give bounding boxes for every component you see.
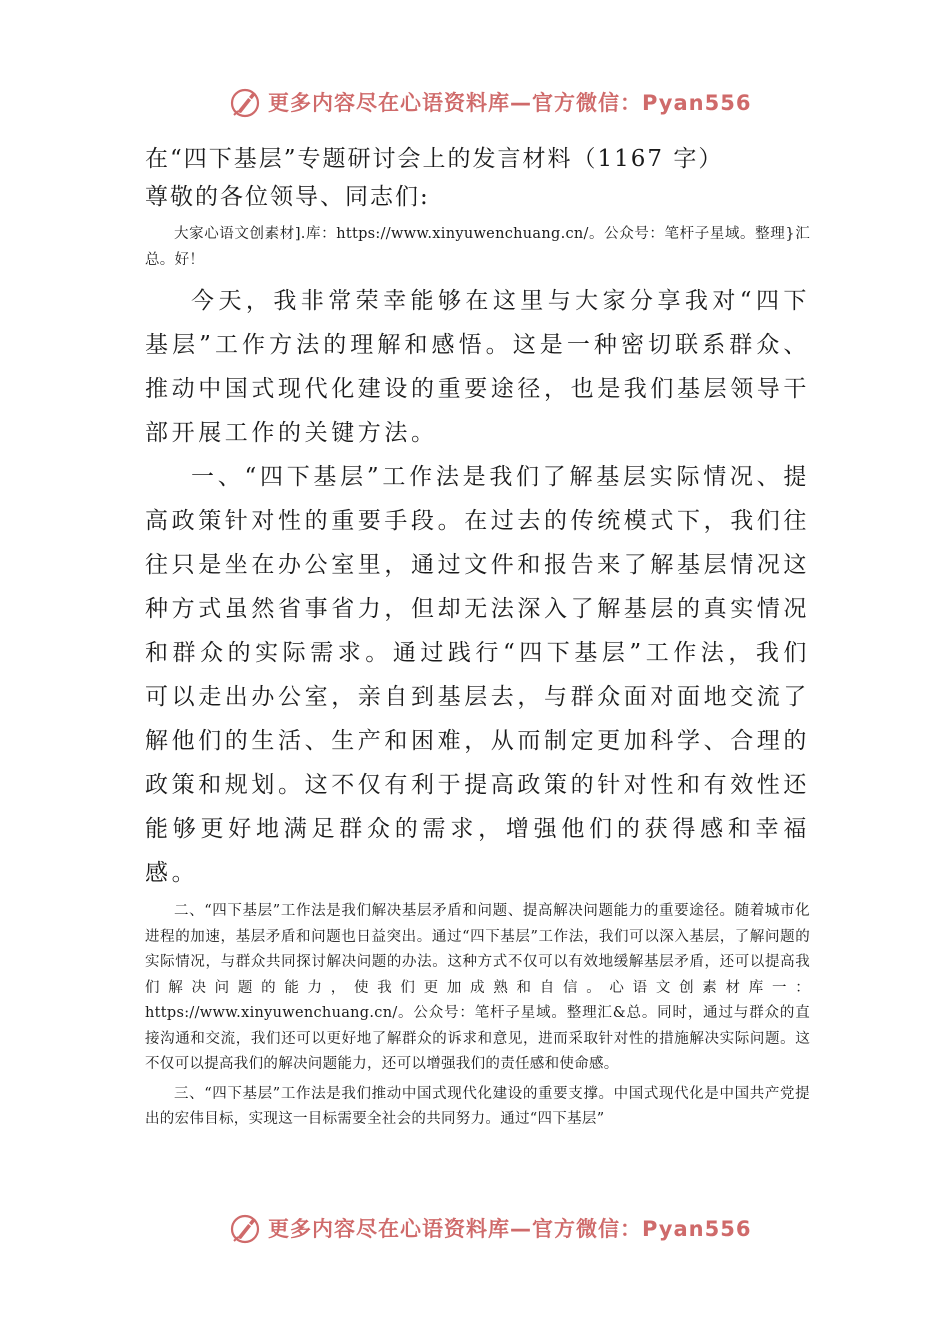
paragraph-point-three: 三、“四下基层”工作法是我们推动中国式现代化建设的重要支撑。中国式现代化是中国共产党提出的宏伟目标，实现这一目标需要全社会的共同努力。通过“四下基层”	[145, 1085, 810, 1127]
paragraph-intro: 今天，我非常荣幸能够在这里与大家分享我对“四下基层”工作方法的理解和感悟。这是一种密切联系群众、推动中国式现代化建设的重要途径，也是我们基层领导干部开展工作的关键方法。	[145, 288, 810, 446]
paragraph-point-two: 二、“四下基层”工作法是我们解决基层矛盾和问题、提高解决问题能力的重要途径。随着城市化进程的加速，基层矛盾和问题也日益突出。通过“四下基层”工作法，我们可以深入基层，了解问题的实际情况，与群众共同探讨解决问题的办法。这种方式不仅可以有效地缓解基层矛盾，还可以提高我们解决问题的能力，使我们更加成熟和自信。心语文创素材库一：https://www.xinyuwenchuang.cn/。公众号：笔杆子星域。整理汇&总。同时，通过与群众的直接沟通和交流，我们还可以更好地了解群众的诉求和意见，进而采取针对性的措施解决实际问题。这不仅可以提高我们的解决问题能力，还可以增强我们的责任感和使命感。	[145, 903, 810, 1072]
quill-pen-circle-icon	[228, 1211, 262, 1245]
paragraph-point-one: 一、“四下基层”工作法是我们了解基层实际情况、提高政策针对性的重要手段。在过去的传统模式下，我们往往只是坐在办公室里，通过文件和报告来了解基层情况这种方式虽然省事省力，但却无法深入了解基层的真实情况和群众的实际需求。通过践行“四下基层”工作法，我们可以走出办公室，亲自到基层去，与群众面对面地交流了解他们的生活、生产和困难，从而制定更加科学、合理的政策和规划。这不仅有利于提高政策的针对性和有效性还能够更好地满足群众的需求，增强他们的获得感和幸福感。	[145, 464, 810, 886]
banner-text: 更多内容尽在心语资料库—官方微信：Pyan556	[268, 1217, 752, 1241]
header-banner[interactable]	[228, 82, 752, 122]
source-note: 大家心语文创素材].库：https://www.xinyuwenchuang.cn/。公众号：笔杆子星域。整理}汇总。好！	[145, 226, 810, 268]
document-title: 在“四下基层”专题研讨会上的发言材料（1167 字）	[145, 146, 724, 172]
document-body	[145, 140, 810, 1133]
greeting-line: 尊敬的各位领导、同志们:	[145, 184, 430, 210]
banner-text: 更多内容尽在心语资料库—官方微信：Pyan556	[268, 91, 752, 115]
footer-banner[interactable]	[228, 1208, 752, 1248]
quill-pen-circle-icon	[228, 85, 262, 119]
